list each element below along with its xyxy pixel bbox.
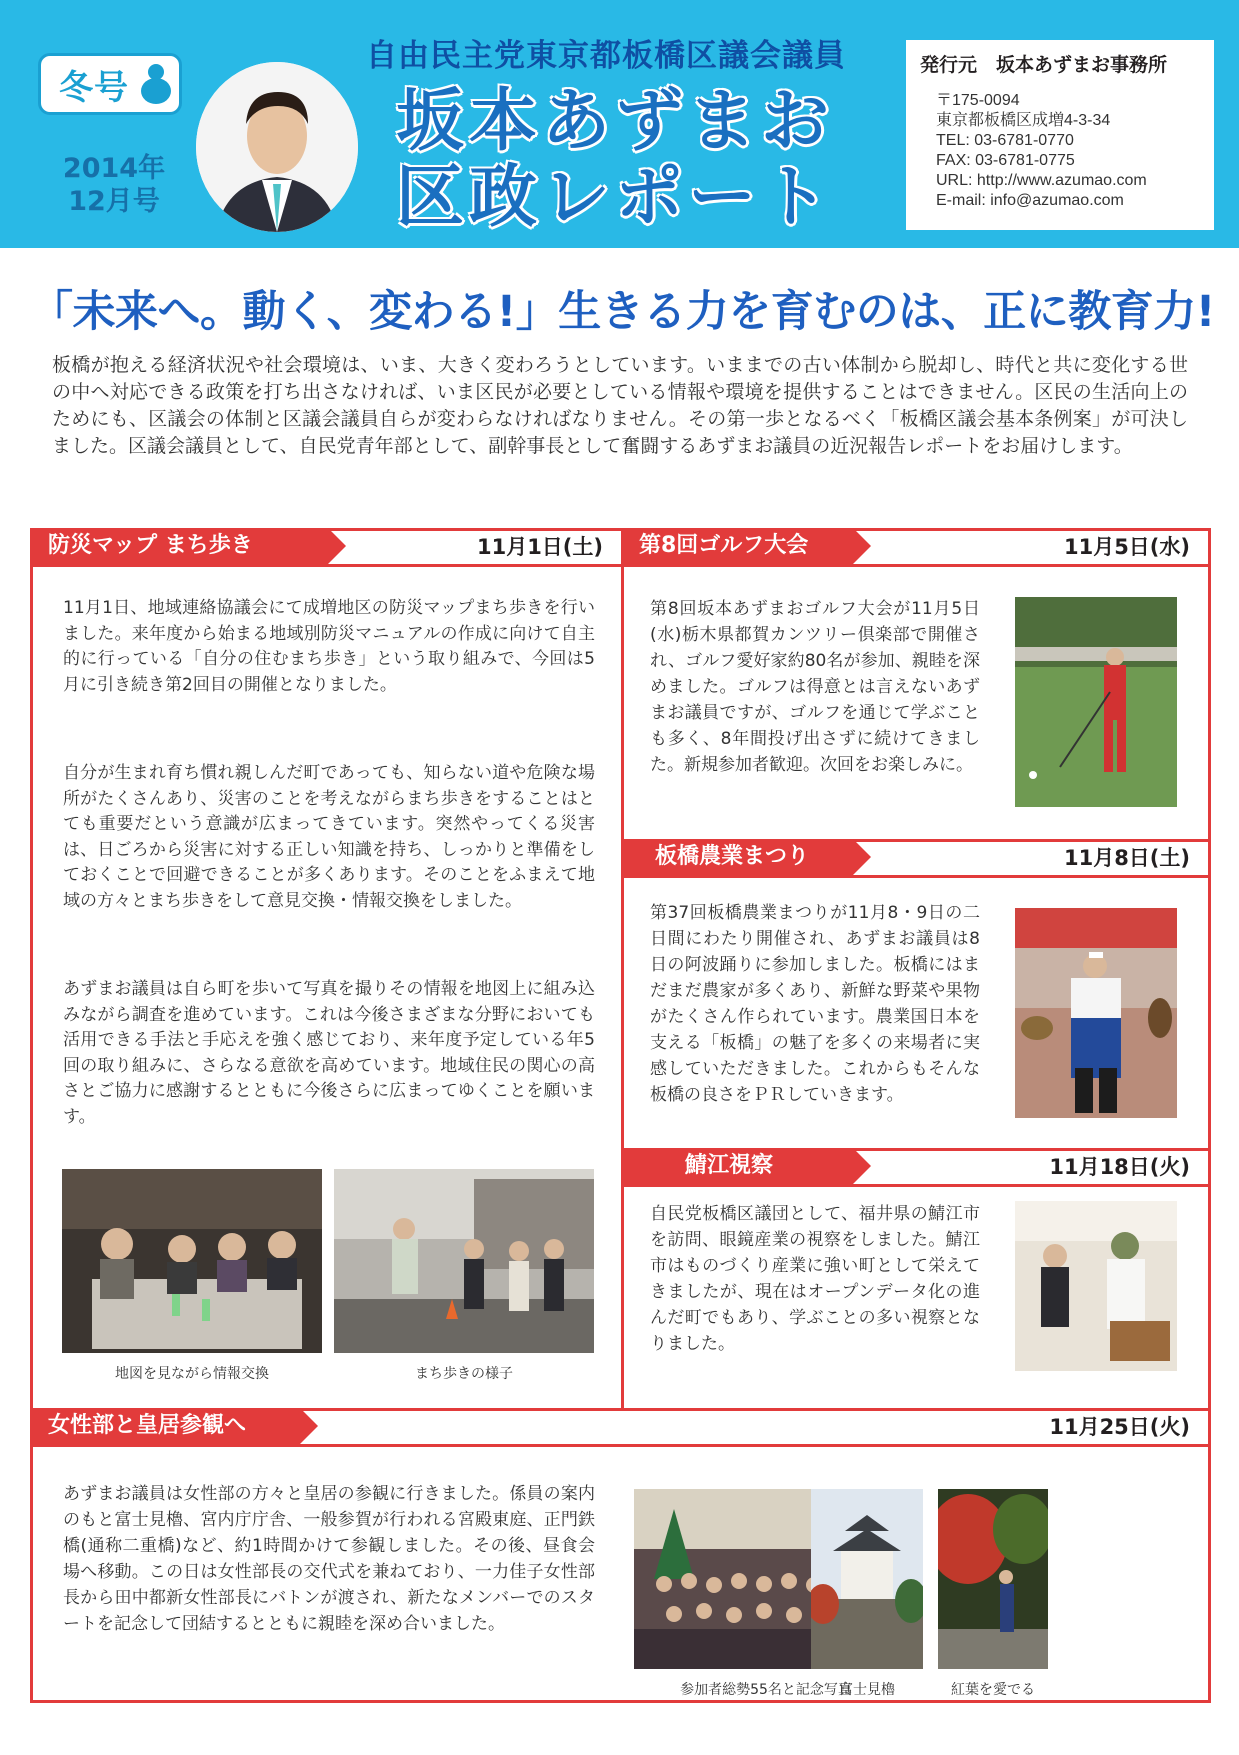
paragraph-1: 11月1日、地域連絡協議会にて成増地区の防災マップまち歩きを行いました。来年度から始まる地域別防災マニュアルの作成に向けて自主的に行っている「自分の住むまち歩き」という取り組みで、今回は5月に引き続き第2回目の開催となりました。 [63,598,595,695]
address: 東京都板橋区成増4-3-34 [936,112,1111,129]
season-badge [38,53,182,115]
caption-fujimi-yagura: 富士見櫓 [839,1682,895,1698]
section-date: 11月25日(火) [1049,1415,1190,1439]
photo-fujimi-yagura [811,1489,923,1669]
email-link[interactable]: E-mail: info@azumao.com [936,192,1124,209]
nougyou-text: 第37回板橋農業まつりが11月8・9日の二日間にわたり開催され、あずまお議員は8日の阿波踊りに参加しました。板橋にはまだまだ農家が多くあり、新鮮な野菜や果物がたくさん作られています。農業国日本を支える「板橋」の魅了を多くの来場者に実感していただきました。これからもそんな板橋の良さをＰＲしていきます。 [650,903,980,1105]
section-title: 防災マップ まち歩き [30,528,328,564]
header-subtitle: 自由民主党東京都板橋区議会議員 [366,38,846,74]
photo-golf [1015,597,1177,807]
sabae-text: 自民党板橋区議団として、福井県の鯖江市を訪問、眼鏡産業の視察をしました。鯖江市はものづくり産業に強い町として栄えてきましたが、現在はオープンデータ化の進んだ町でもあり、学ぶことの多い視察となりました。 [650,1204,980,1354]
paragraph-2: 自分が生まれ育ち慣れ親しんだ町であっても、知らない道や危険な場所がたくさんあり、災害のことを考えながらまち歩きをすることはとても重要だという意識が広まってきています。突然やってくる災害は、日ごろから災害に対する正しい知識を持ち、しっかりと準備をしておくことで回避できることが多くあります。そのことをふまえて地域の方々とまち歩きをして意見交換・情報交換をしました。 [63,763,595,911]
portrait-photo [196,62,358,232]
season-label: 冬号 [59,67,129,108]
issue-year: 2014年 [62,153,166,184]
section-title: 女性部と皇居参観へ [30,1408,300,1444]
publisher-name: 発行元 坂本あずまお事務所 [920,54,1168,76]
caption-autumn-leaves: 紅葉を愛でる [951,1682,1035,1698]
photo-town-walk [334,1169,594,1353]
section-date: 11月1日(土) [476,535,603,559]
website-link[interactable]: URL: http://www.azumao.com [936,172,1147,189]
section-golf [621,528,1211,842]
report-title [380,84,850,236]
issue-date [44,152,184,218]
report-title-line1: 坂本あずまお [395,82,834,161]
main-headline: 「未来へ。動く、変わる!」生きる力を育むのは、正に教育力! [30,287,1215,337]
section-bousai [30,528,624,1411]
tel: TEL: 03-6781-0770 [936,132,1074,149]
paragraph-3: あずまお議員は自ら町を歩いて写真を撮りその情報を地図上に組み込みながら調査を進めています。これは今後さまざまな分野においても活用できる手法と手応えを強く感じており、来年度予定している年5回の取り組みに、さらなる意欲を高めています。地域住民の関心の高さとご協力に感謝するとともに今後さらに広まってゆくことを願います。 [63,979,595,1127]
golf-text: 第8回坂本あずまおゴルフ大会が11月5日(水)栃木県都賀カンツリー倶楽部で開催され、ゴルフ愛好家約80名が参加、親睦を深めました。ゴルフは得意とは言えないあずまお議員ですが、ゴルフを通じて学ぶことも多く、8年間投げ出さずに続けてきました。新規参加者歓迎。次回をお楽しみに。 [650,599,980,775]
section-title: 板橋農業まつり [621,839,853,875]
photo-sabae [1015,1201,1177,1371]
photo-awa-odori [1015,908,1177,1118]
section-sabae [621,1148,1211,1411]
fax: FAX: 03-6781-0775 [936,152,1075,169]
caption-group: 参加者総勢55名と記念写真 [680,1682,852,1698]
caption-town-walk: まち歩きの様子 [415,1366,513,1382]
header-band [0,0,1239,248]
section-date: 11月18日(火) [1049,1155,1190,1179]
section-title: 鯖江視察 [621,1148,853,1184]
section-nougyou [621,839,1211,1151]
josei-text: あずまお議員は女性部の方々と皇居の参観に行きました。係員の案内のもと富士見櫓、宮内庁庁舎、一般参賀が行われる宮殿東庭、正門鉄橋(通称二重橋)など、約1時間かけて参観しました。その後、昼食会場へ移動。この日は女性部長の交代式を兼ねており、一力佳子女性部長から田中都新女性部長にバトンが渡され、新たなメンバーでのスタートを記念して団結するとともに親睦を深め合いました。 [63,1484,595,1634]
issue-month: 12月号 [68,186,160,217]
section-header [624,842,1208,878]
postal-code: 〒175-0094 [936,92,1020,109]
section-date: 11月8日(土) [1063,846,1190,870]
section-header [33,1411,1208,1447]
photo-autumn-leaves [938,1489,1048,1669]
section-header [624,531,1208,567]
section-date: 11月5日(水) [1063,535,1190,559]
caption-meeting: 地図を見ながら情報交換 [115,1366,269,1382]
snowman-icon [139,62,173,106]
section-josei [30,1408,1211,1703]
photo-meeting [62,1169,322,1353]
section-header [624,1151,1208,1187]
publisher-info [906,40,1214,230]
section-header [33,531,621,567]
report-title-line2: 区政レポート [395,158,834,237]
intro-paragraph: 板橋が抱える経済状況や社会環境は、いま、大きく変わろうとしています。いままでの古い体制から脱却し、時代と共に変化する世の中へ対応できる政策を打ち出さなければ、いま区民が必要としている情報や環境を提供することはできません。区民の生活向上のためにも、区議会の体制と区議会議員自らが変わらなければなりません。その第一歩となるべく「板橋区議会基本条例案」が可決しました。区議会議員として、自民党青年部として、副幹事長として奮闘するあずまお議員の近況報告レポートをお届けします。 [52,354,1188,457]
section-title: 第8回ゴルフ大会 [621,528,853,564]
